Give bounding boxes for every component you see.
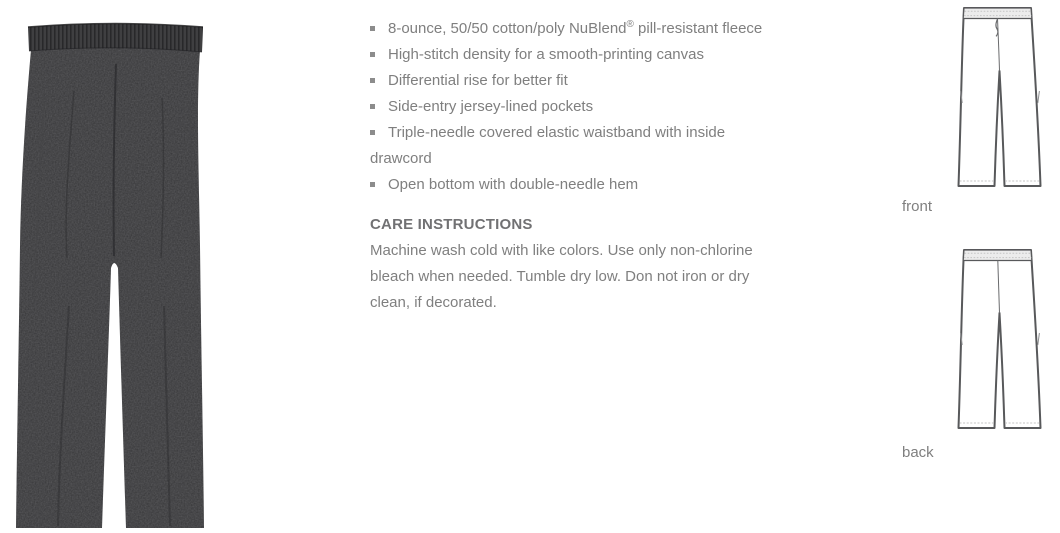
product-photo xyxy=(14,6,206,528)
back-view-image xyxy=(955,247,1045,433)
pants-front-line-art xyxy=(955,5,1045,191)
bullet-square-icon xyxy=(370,130,375,135)
bullet-square-icon xyxy=(370,78,375,83)
feature-text: High-stitch density for a smooth-printing canvas xyxy=(388,46,704,63)
feature-item xyxy=(370,120,770,172)
bullet-square-icon xyxy=(370,182,375,187)
registered-mark: ® xyxy=(626,19,634,30)
feature-text: Open bottom with double-needle hem xyxy=(388,176,639,193)
feature-item xyxy=(370,16,770,42)
bullet-square-icon xyxy=(370,26,375,31)
back-view-label: back xyxy=(902,444,934,461)
feature-item xyxy=(370,68,770,94)
feature-item xyxy=(370,42,770,68)
sweatpants-photo-image xyxy=(14,6,206,528)
feature-text: Triple-needle covered elastic waistband with inside drawcord xyxy=(370,124,726,167)
pants-back-line-art xyxy=(955,247,1045,433)
front-view-label: front xyxy=(902,198,933,215)
feature-item xyxy=(370,94,770,120)
care-instructions-text: Machine wash cold with like colors. Use only non-chlorine bleach when needed. Tumble dry low. Don not iron or dry clean, if decorated. xyxy=(370,242,753,311)
feature-text: Side-entry jersey-lined pockets xyxy=(388,98,594,115)
feature-list xyxy=(370,16,770,198)
feature-text: Differential rise for better fit xyxy=(388,72,568,89)
feature-text: 8-ounce, 50/50 cotton/poly NuBlend xyxy=(388,20,627,37)
bullet-square-icon xyxy=(370,52,375,57)
front-view-image xyxy=(955,5,1045,191)
feature-item xyxy=(370,172,770,198)
product-description xyxy=(370,16,770,316)
feature-text: pill-resistant fleece xyxy=(633,20,763,37)
care-instructions-heading: CARE INSTRUCTIONS xyxy=(370,216,533,233)
bullet-square-icon xyxy=(370,104,375,109)
